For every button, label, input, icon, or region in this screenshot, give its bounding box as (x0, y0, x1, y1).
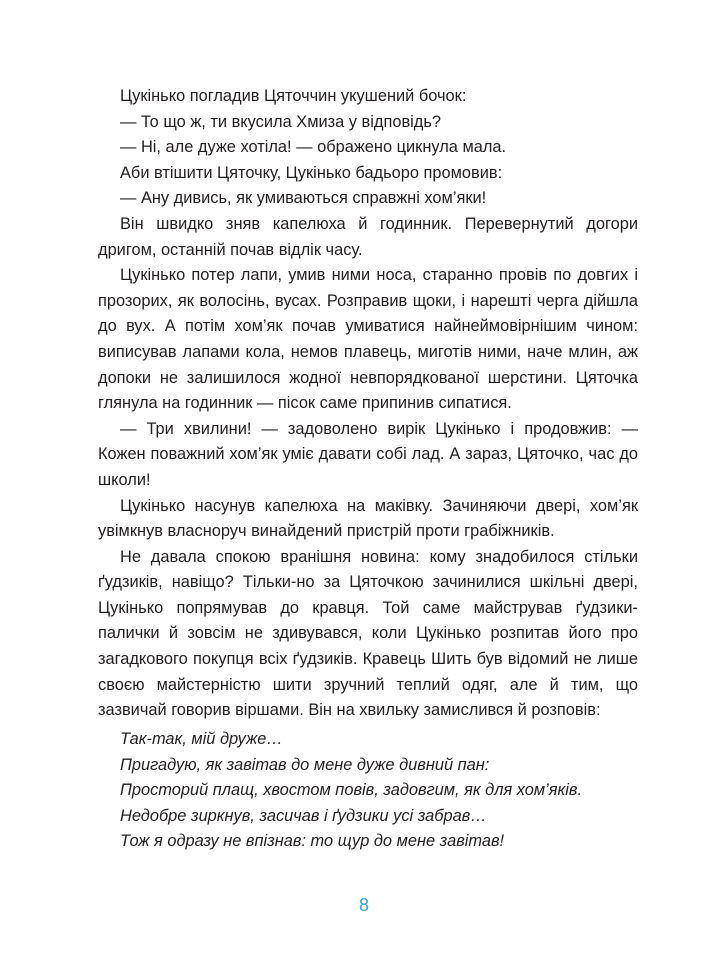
paragraph: Він швидко зняв капелюха й годинник. Перевернутий догори дригом, останній почав відлік часу. (98, 214, 638, 259)
paragraph: — Ні, але дуже хотіла! — ображено цикнула мала. (120, 138, 507, 157)
body-text (98, 84, 638, 724)
verse-line: Просторий плащ, хвостом повів, задовгим, як для хом’яків. (120, 781, 583, 800)
paragraph: Цукінько потер лапи, умив ними носа, старанно провів по довгих і прозорих, як волосінь, вусах. Розправив щоки, і нарешті черга дійшла до вух. А потім хом’як почав умиватися найнеймовірнішим чином: виписував лапами кола, немов плавець, миготів ними, наче млин, аж допоки не залишилося жодної невпорядкованої шерстини. Цяточка глянула на годинник — пісок саме припинив сипатися. (98, 266, 638, 413)
paragraph: Аби втішити Цяточку, Цукінько бадьоро промовив: (120, 163, 503, 182)
paragraph: — Ану дивись, як умиваються справжні хом’яки! (120, 189, 487, 208)
paragraph: Цукінько погладив Цяточчин укушений бочок: (120, 87, 467, 105)
paragraph: — То що ж, ти вкусила Хмиза у відповідь? (120, 112, 442, 131)
paragraph: Не давала спокою вранішня новина: кому знадобилося стільки ґудзиків, навіщо? Тільки-но за Цяточкою зачинилися шкільні двері, Цукінько попрямував до кравця. Той саме майстрував ґудзики-палички й зовсім не здивувався, коли Цукінько розпитав його про загадкового покупця всіх ґудзиків. Кравець Шить був відомий не лише своєю майстерністю шити зручний теплий одяг, але й тим, що зазвичай говорив віршами. Він на хвильку замислився й розповів: (98, 547, 638, 720)
paragraph: Цукінько насунув капелюха на маківку. Зачиняючи двері, хом’як увімкнув власноруч винайдений пристрій проти грабіжників. (98, 496, 638, 541)
verse-line: Так-так, мій друже… (120, 730, 283, 748)
verse-line: Тож я одразу не впізнав: то щур до мене завітав! (120, 832, 505, 851)
paragraph: — Три хвилини! — задоволено вирік Цукінько і продовжив: — Кожен поважний хом’як уміє давати собі лад. А зараз, Цяточко, час до школи! (98, 419, 638, 489)
verse-line: Пригадую, як завітав до мене дуже дивний пан: (120, 755, 490, 774)
verse-line: Недобре зиркнув, засичав і ґудзики усі забрав… (120, 806, 487, 825)
verse-block (120, 727, 640, 855)
page-number: 8 (358, 895, 369, 915)
